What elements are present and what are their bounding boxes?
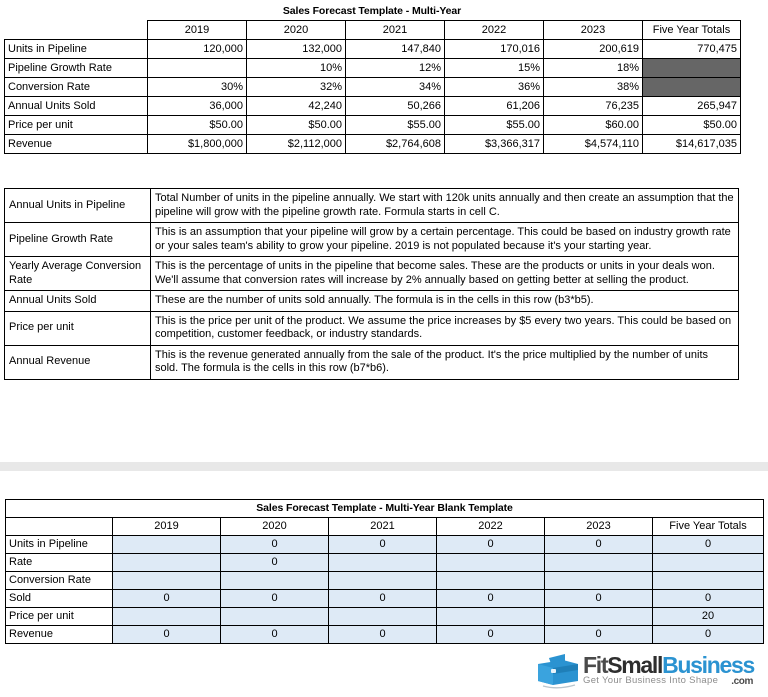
briefcase-icon xyxy=(535,652,581,690)
cell-value: $3,366,317 xyxy=(445,135,544,154)
row-label: Conversion Rate xyxy=(6,572,113,590)
forecast-col-five-year-totals: Five Year Totals xyxy=(643,21,741,40)
definition-term: Annual Units Sold xyxy=(5,291,151,312)
cell-value: 61,206 xyxy=(445,97,544,116)
forecast-corner-cell xyxy=(5,21,148,40)
cell-value: $55.00 xyxy=(445,116,544,135)
table-row xyxy=(6,572,764,590)
input-cell[interactable] xyxy=(437,554,545,572)
cell-total: 770,475 xyxy=(643,40,741,59)
input-cell[interactable]: 0 xyxy=(545,536,653,554)
section-divider xyxy=(0,462,768,471)
blank-col-2019: 2019 xyxy=(113,518,221,536)
definition-description: This is the revenue generated annually from the sale of the product. It's the price multiplied by the number of units sold. The formula is the cells in this row (b7*b6). xyxy=(151,345,739,379)
table-row xyxy=(5,97,741,116)
input-cell[interactable]: 0 xyxy=(221,590,329,608)
forecast-col-2022: 2022 xyxy=(445,21,544,40)
cell-value: 34% xyxy=(346,78,445,97)
total-cell[interactable]: 0 xyxy=(653,590,764,608)
table-row xyxy=(6,590,764,608)
table-row xyxy=(6,608,764,626)
input-cell[interactable] xyxy=(437,608,545,626)
cell-value: 200,619 xyxy=(544,40,643,59)
cell-value: 12% xyxy=(346,59,445,78)
definition-term: Pipeline Growth Rate xyxy=(5,223,151,257)
blank-template-block xyxy=(5,499,763,644)
logo-word-fit: Fit xyxy=(583,652,608,678)
cell-value xyxy=(148,59,247,78)
table-row xyxy=(5,40,741,59)
total-cell[interactable] xyxy=(653,572,764,590)
table-row xyxy=(5,135,741,154)
cell-value: 76,235 xyxy=(544,97,643,116)
cell-value: $1,800,000 xyxy=(148,135,247,154)
table-row xyxy=(5,59,741,78)
logo-word-business: Business xyxy=(662,652,754,678)
cell-value: 170,016 xyxy=(445,40,544,59)
definition-description: This is an assumption that your pipeline will grow by a certain percentage. This could be based on industry growth rate or your sales team's ability to grow your pipeline. 2019 is not populated because it's your starting year. xyxy=(151,223,739,257)
cell-value: 18% xyxy=(544,59,643,78)
cell-value: 36% xyxy=(445,78,544,97)
definitions-table xyxy=(4,188,739,380)
cell-value: $4,574,110 xyxy=(544,135,643,154)
forecast-col-2019: 2019 xyxy=(148,21,247,40)
row-label: Rate xyxy=(6,554,113,572)
site-logo xyxy=(535,652,763,692)
input-cell[interactable] xyxy=(545,608,653,626)
forecast-header-row xyxy=(5,21,741,40)
cell-value: 36,000 xyxy=(148,97,247,116)
blank-col-five-year-totals: Five Year Totals xyxy=(653,518,764,536)
cell-value: $50.00 xyxy=(148,116,247,135)
input-cell[interactable] xyxy=(437,572,545,590)
input-cell[interactable] xyxy=(329,554,437,572)
blank-template-table xyxy=(5,499,764,644)
cell-value: 42,240 xyxy=(247,97,346,116)
table-row xyxy=(5,257,739,291)
blank-template-title-row xyxy=(6,500,764,518)
input-cell[interactable]: 0 xyxy=(221,554,329,572)
input-cell[interactable] xyxy=(113,536,221,554)
logo-dotcom: .com xyxy=(731,676,753,687)
table-row xyxy=(5,223,739,257)
input-cell[interactable]: 0 xyxy=(437,536,545,554)
row-label: Sold xyxy=(6,590,113,608)
input-cell[interactable]: 0 xyxy=(221,536,329,554)
forecast-table-title: Sales Forecast Template - Multi-Year xyxy=(282,5,462,17)
row-label: Conversion Rate xyxy=(5,78,148,97)
input-cell[interactable]: 0 xyxy=(113,590,221,608)
cell-value: 50,266 xyxy=(346,97,445,116)
total-cell[interactable]: 0 xyxy=(653,536,764,554)
cell-value: 132,000 xyxy=(247,40,346,59)
cell-blocked xyxy=(643,59,741,78)
input-cell[interactable]: 0 xyxy=(329,590,437,608)
definition-description: Total Number of units in the pipeline annually. We start with 120k units annually and then create an assumption that the pipeline will grow with the pipeline growth rate. Formula starts in cell C. xyxy=(151,189,739,223)
blank-template-title: Sales Forecast Template - Multi-Year Blank Template xyxy=(6,500,764,518)
input-cell[interactable] xyxy=(113,572,221,590)
definition-term: Annual Units in Pipeline xyxy=(5,189,151,223)
input-cell[interactable]: 0 xyxy=(437,590,545,608)
total-cell[interactable]: 20 xyxy=(653,608,764,626)
input-cell[interactable] xyxy=(329,572,437,590)
input-cell[interactable] xyxy=(545,554,653,572)
cell-value: $2,112,000 xyxy=(247,135,346,154)
table-row xyxy=(5,78,741,97)
row-label: Revenue xyxy=(6,626,113,644)
cell-value: $55.00 xyxy=(346,116,445,135)
blank-corner-cell xyxy=(6,518,113,536)
logo-tagline: Get Your Business Into Shape xyxy=(583,675,719,686)
forecast-table-block xyxy=(4,4,740,154)
logo-word-small: Small xyxy=(607,652,663,678)
input-cell[interactable]: 0 xyxy=(437,626,545,644)
input-cell[interactable]: 0 xyxy=(113,626,221,644)
table-row xyxy=(5,116,741,135)
input-cell[interactable]: 0 xyxy=(329,536,437,554)
cell-value: $50.00 xyxy=(247,116,346,135)
definition-description: This is the price per unit of the product. We assume the price increases by $5 every two years. This could be based on competition, customer feedback, or industry standards. xyxy=(151,311,739,345)
input-cell[interactable] xyxy=(329,608,437,626)
cell-value: 120,000 xyxy=(148,40,247,59)
definition-description: These are the number of units sold annually. The formula is in the cells in this row (b3*b5). xyxy=(151,291,739,312)
cell-total: 265,947 xyxy=(643,97,741,116)
cell-value: $2,764,608 xyxy=(346,135,445,154)
row-label: Revenue xyxy=(5,135,148,154)
cell-value: 147,840 xyxy=(346,40,445,59)
table-row xyxy=(5,345,739,379)
blank-col-2023: 2023 xyxy=(545,518,653,536)
cell-value: 32% xyxy=(247,78,346,97)
blank-col-2022: 2022 xyxy=(437,518,545,536)
blank-col-2021: 2021 xyxy=(329,518,437,536)
logo-wordmark xyxy=(583,653,754,677)
row-label: Pipeline Growth Rate xyxy=(5,59,148,78)
cell-value: 30% xyxy=(148,78,247,97)
cell-total: $50.00 xyxy=(643,116,741,135)
forecast-table xyxy=(4,20,741,154)
input-cell[interactable]: 0 xyxy=(329,626,437,644)
cell-value: $60.00 xyxy=(544,116,643,135)
row-label: Units in Pipeline xyxy=(5,40,148,59)
cell-blocked xyxy=(643,78,741,97)
total-cell[interactable]: 0 xyxy=(653,626,764,644)
cell-value: 15% xyxy=(445,59,544,78)
input-cell[interactable] xyxy=(545,572,653,590)
row-label: Units in Pipeline xyxy=(6,536,113,554)
definitions-table-block xyxy=(4,188,739,380)
row-label: Annual Units Sold xyxy=(5,97,148,116)
total-cell[interactable] xyxy=(653,554,764,572)
input-cell[interactable] xyxy=(221,608,329,626)
table-row xyxy=(6,554,764,572)
input-cell[interactable] xyxy=(221,572,329,590)
definition-term: Annual Revenue xyxy=(5,345,151,379)
input-cell[interactable] xyxy=(113,554,221,572)
cell-value: 38% xyxy=(544,78,643,97)
forecast-col-2021: 2021 xyxy=(346,21,445,40)
cell-value: 10% xyxy=(247,59,346,78)
definition-description: This is the percentage of units in the pipeline that become sales. These are the products or units in your deals won. We'll assume that conversion rates will increase by 2% annually based on getting better at selling the product. xyxy=(151,257,739,291)
cell-total: $14,617,035 xyxy=(643,135,741,154)
blank-col-2020: 2020 xyxy=(221,518,329,536)
forecast-col-2020: 2020 xyxy=(247,21,346,40)
table-row xyxy=(5,311,739,345)
input-cell[interactable]: 0 xyxy=(545,626,653,644)
table-row xyxy=(5,291,739,312)
table-row xyxy=(6,626,764,644)
input-cell[interactable]: 0 xyxy=(221,626,329,644)
input-cell[interactable] xyxy=(113,608,221,626)
input-cell[interactable]: 0 xyxy=(545,590,653,608)
table-row xyxy=(5,189,739,223)
row-label: Price per unit xyxy=(6,608,113,626)
forecast-col-2023: 2023 xyxy=(544,21,643,40)
definition-term: Yearly Average Conversion Rate xyxy=(5,257,151,291)
row-label: Price per unit xyxy=(5,116,148,135)
table-row xyxy=(6,536,764,554)
blank-template-header-row xyxy=(6,518,764,536)
logo-text xyxy=(583,652,754,686)
definition-term: Price per unit xyxy=(5,311,151,345)
